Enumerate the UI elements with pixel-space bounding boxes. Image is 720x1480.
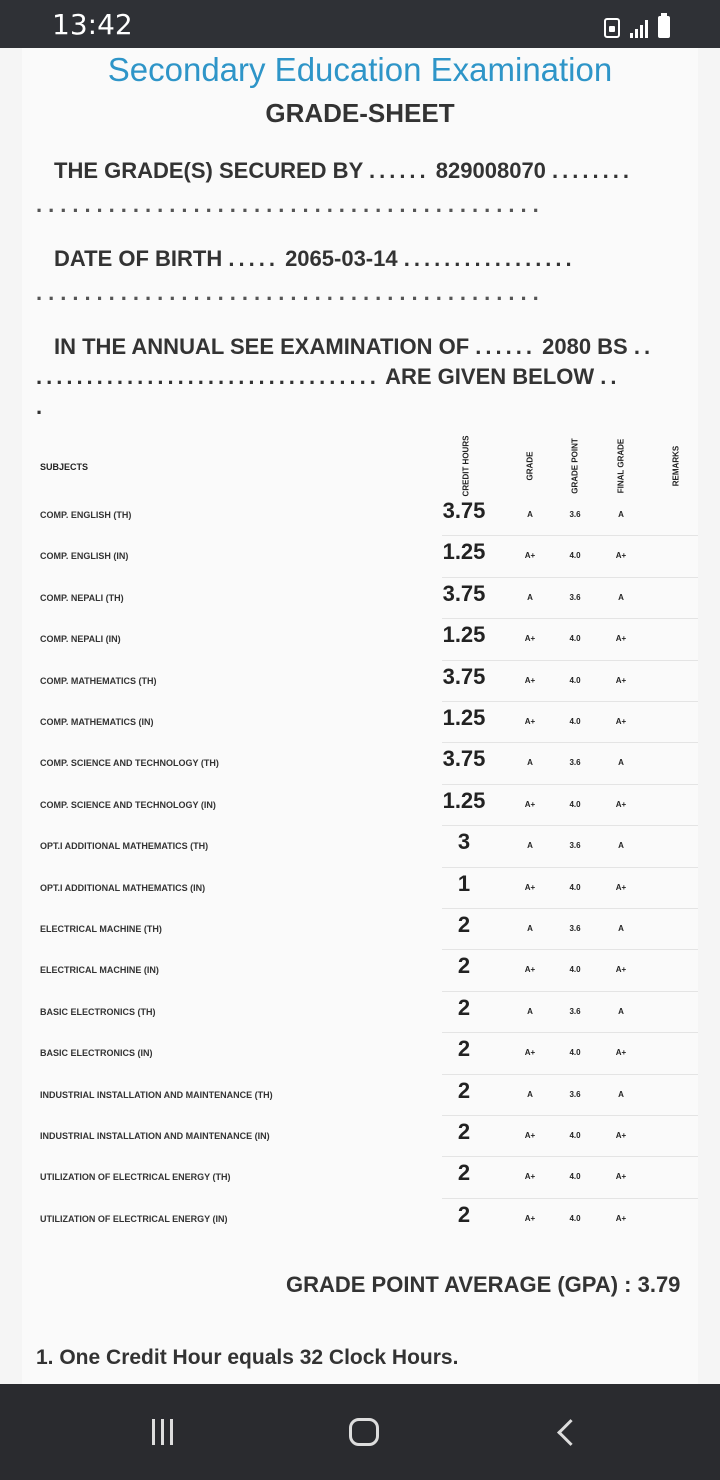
row-divider (442, 535, 698, 536)
dob-value: 2065-03-14 (285, 246, 398, 271)
grade-point-cell: 4.0 (569, 799, 581, 809)
row-divider (442, 825, 698, 826)
dotted-filler: .......................................... (36, 280, 545, 305)
grade-point-cell: 4.0 (569, 1213, 581, 1223)
final-grade-cell: A (618, 1089, 624, 1099)
final-grade-cell: A (618, 841, 624, 851)
subject-cell: OPT.I ADDITIONAL MATHEMATICS (TH) (40, 841, 209, 852)
table-row (22, 991, 698, 1032)
row-divider (442, 577, 698, 578)
grade-point-cell: 3.6 (569, 592, 581, 602)
sheet-title: GRADE-SHEET (265, 98, 455, 128)
grade-point-cell: 3.6 (569, 1089, 581, 1099)
credit-hours-cell: 1.25 (442, 705, 486, 730)
row-divider (442, 618, 698, 619)
dob-line: DATE OF BIRTH ..... 2065-03-14 ................. (54, 246, 576, 271)
gpa-text: GRADE POINT AVERAGE (GPA) : 3.79 (286, 1272, 681, 1297)
final-grade-cell: A+ (615, 882, 627, 892)
row-divider (442, 867, 698, 868)
final-grade-cell: A+ (615, 1131, 627, 1140)
table-row (22, 867, 698, 908)
subject-cell: BASIC ELECTRONICS (TH) (40, 1006, 156, 1017)
credit-hours-cell: 1.25 (442, 622, 486, 648)
row-divider (442, 1074, 698, 1075)
credit-hours-cell: 2 (457, 1077, 471, 1103)
secured-by-label: THE GRADE(S) SECURED BY (54, 158, 363, 183)
grade-cell: A (527, 510, 533, 519)
exam-value: 2080 BS (542, 334, 628, 359)
subject-cell: COMP. MATHEMATICS (IN) (40, 717, 154, 727)
back-button[interactable] (536, 1408, 596, 1456)
final-grade-cell: A (618, 1006, 624, 1016)
credit-hours-cell: 2 (457, 1119, 471, 1144)
table-row (22, 577, 698, 618)
status-time: 13:42 (52, 8, 133, 41)
subject-cell: COMP. ENGLISH (TH) (40, 510, 132, 520)
credit-hours-cell: 2 (457, 1201, 471, 1227)
subject-cell: COMP. MATHEMATICS (TH) (40, 675, 157, 686)
credit-hours-cell: 2 (457, 1160, 471, 1186)
table-row (22, 701, 698, 742)
grade-cell: A (527, 1006, 533, 1016)
header-remarks: REMARKS (671, 445, 681, 487)
status-bar (0, 0, 720, 48)
final-grade-cell: A+ (615, 1172, 627, 1182)
table-row (22, 825, 698, 866)
subject-cell: BASIC ELECTRONICS (IN) (40, 1048, 153, 1059)
table-row (22, 949, 698, 990)
row-divider (442, 1156, 698, 1157)
exam-title: Secondary Education Examination (107, 51, 613, 88)
final-grade-cell: A+ (615, 1213, 627, 1223)
row-divider (442, 1198, 698, 1199)
table-row (22, 1198, 698, 1239)
dot-fragment: . (36, 394, 43, 419)
grade-cell: A (527, 924, 533, 933)
header-grade-point: GRADE POINT (570, 438, 580, 494)
grade-point-cell: 4.0 (569, 634, 581, 644)
home-icon (349, 1418, 379, 1446)
given-below-line: .................................. ARE GIVEN BELOW .. (36, 364, 621, 389)
final-grade-cell: A (618, 510, 624, 519)
table-row (22, 784, 698, 825)
grade-cell: A+ (524, 965, 536, 975)
credit-hours-cell: 3.75 (442, 498, 486, 523)
subject-cell: INDUSTRIAL INSTALLATION AND MAINTENANCE (IN) (40, 1131, 270, 1141)
subject-cell: COMP. SCIENCE AND TECHNOLOGY (TH) (40, 758, 219, 769)
subject-cell: ELECTRICAL MACHINE (TH) (40, 924, 162, 934)
subject-cell: UTILIZATION OF ELECTRICAL ENERGY (IN) (40, 1213, 228, 1224)
table-row (22, 1115, 698, 1156)
grade-point-cell: 4.0 (569, 1172, 581, 1182)
subject-cell: COMP. SCIENCE AND TECHNOLOGY (IN) (40, 799, 216, 810)
credit-hours-cell: 3.75 (442, 746, 486, 772)
grade-point-cell: 4.0 (569, 675, 581, 685)
table-row (22, 660, 698, 701)
credit-hours-cell: 3.75 (442, 580, 486, 606)
table-row (22, 494, 698, 535)
grade-cell: A (527, 841, 533, 851)
signal-strength-icon (630, 18, 648, 38)
subject-cell: ELECTRICAL MACHINE (IN) (40, 965, 159, 976)
grade-cell: A+ (524, 799, 536, 809)
final-grade-cell: A (618, 758, 624, 768)
subject-cell: COMP. NEPALI (IN) (40, 634, 121, 645)
dotted-filler: .......................................... (36, 192, 545, 217)
final-grade-cell: A+ (615, 799, 627, 809)
subject-cell: OPT.I ADDITIONAL MATHEMATICS (IN) (40, 882, 206, 893)
grade-cell: A+ (524, 675, 536, 685)
grade-point-cell: 4.0 (569, 965, 581, 975)
subject-cell: COMP. ENGLISH (IN) (40, 551, 129, 562)
credit-hours-cell: 1.25 (442, 787, 486, 813)
grade-cell: A+ (524, 1172, 536, 1182)
final-grade-cell: A+ (615, 965, 627, 975)
grade-cell: A+ (524, 1131, 536, 1140)
credit-hours-cell: 1.25 (442, 539, 486, 565)
grade-sheet-page (22, 48, 698, 1384)
header-grade: GRADE (525, 451, 535, 481)
given-below-text: ARE GIVEN BELOW (385, 364, 595, 389)
recent-apps-button[interactable] (132, 1408, 192, 1456)
dob-label: DATE OF BIRTH (54, 246, 223, 271)
grade-point-cell: 3.6 (569, 924, 581, 933)
grade-cell: A (527, 758, 533, 768)
grade-point-cell: 4.0 (569, 551, 581, 561)
row-divider (442, 1032, 698, 1033)
table-row (22, 908, 698, 949)
home-button[interactable] (334, 1408, 394, 1456)
row-divider (442, 784, 698, 785)
grade-cell: A (527, 592, 533, 602)
subject-cell: COMP. NEPALI (TH) (40, 592, 124, 603)
grade-cell: A (527, 1089, 533, 1099)
credit-hours-cell: 2 (457, 1036, 471, 1062)
row-divider (442, 660, 698, 661)
grade-point-cell: 4.0 (569, 882, 581, 892)
grade-cell: A+ (524, 882, 536, 892)
grade-point-cell: 3.6 (569, 841, 581, 851)
header-subjects: SUBJECTS (40, 462, 89, 472)
grade-cell: A+ (524, 717, 536, 726)
final-grade-cell: A (618, 924, 624, 933)
recent-apps-icon (152, 1419, 173, 1445)
table-row (22, 618, 698, 659)
secured-by-value: 829008070 (435, 158, 546, 183)
credit-hours-cell: 2 (457, 912, 471, 937)
grade-point-cell: 4.0 (569, 717, 581, 726)
credit-hours-cell: 3.75 (442, 663, 486, 689)
header-final-grade: FINAL GRADE (616, 438, 626, 494)
final-grade-cell: A+ (615, 634, 627, 644)
final-grade-cell: A+ (615, 717, 627, 726)
credit-hours-cell: 3 (457, 829, 471, 855)
battery-icon (658, 16, 670, 38)
credit-hours-cell: 2 (457, 953, 471, 979)
exam-label: IN THE ANNUAL SEE EXAMINATION OF (54, 334, 470, 359)
row-divider (442, 742, 698, 743)
grade-cell: A+ (524, 634, 536, 644)
row-divider (442, 949, 698, 950)
table-row (22, 1032, 698, 1073)
sim-card-icon (604, 18, 620, 38)
status-icons (604, 12, 670, 38)
table-row (22, 1156, 698, 1197)
final-grade-cell: A+ (615, 551, 627, 561)
grade-cell: A+ (524, 1213, 536, 1223)
back-icon (557, 1419, 584, 1446)
secured-by-line: THE GRADE(S) SECURED BY ...... 829008070 ........ (54, 158, 633, 183)
row-divider (442, 991, 698, 992)
table-row (22, 535, 698, 576)
subject-cell: UTILIZATION OF ELECTRICAL ENERGY (TH) (40, 1172, 231, 1183)
credit-hours-cell: 1 (457, 870, 471, 896)
grade-point-cell: 3.6 (569, 510, 581, 519)
subject-cell: INDUSTRIAL INSTALLATION AND MAINTENANCE (TH) (40, 1089, 273, 1100)
row-divider (442, 701, 698, 702)
row-divider (442, 1115, 698, 1116)
row-divider (442, 908, 698, 909)
grade-point-cell: 3.6 (569, 1006, 581, 1016)
grade-point-cell: 4.0 (569, 1048, 581, 1058)
table-row (22, 742, 698, 783)
exam-line: IN THE ANNUAL SEE EXAMINATION OF ...... 2080 BS .. (54, 334, 655, 359)
grade-point-cell: 3.6 (569, 758, 581, 768)
grade-cell: A+ (524, 1048, 536, 1058)
navigation-bar (0, 1384, 720, 1480)
final-grade-cell: A (618, 592, 624, 602)
note-1: 1. One Credit Hour equals 32 Clock Hours. (36, 1346, 459, 1369)
header-credit-hours: CREDIT HOURS (461, 435, 471, 497)
final-grade-cell: A+ (615, 675, 627, 685)
grade-point-cell: 4.0 (569, 1131, 581, 1140)
final-grade-cell: A+ (615, 1048, 627, 1058)
credit-hours-cell: 2 (457, 994, 471, 1020)
grade-cell: A+ (524, 551, 536, 561)
table-row (22, 1074, 698, 1115)
